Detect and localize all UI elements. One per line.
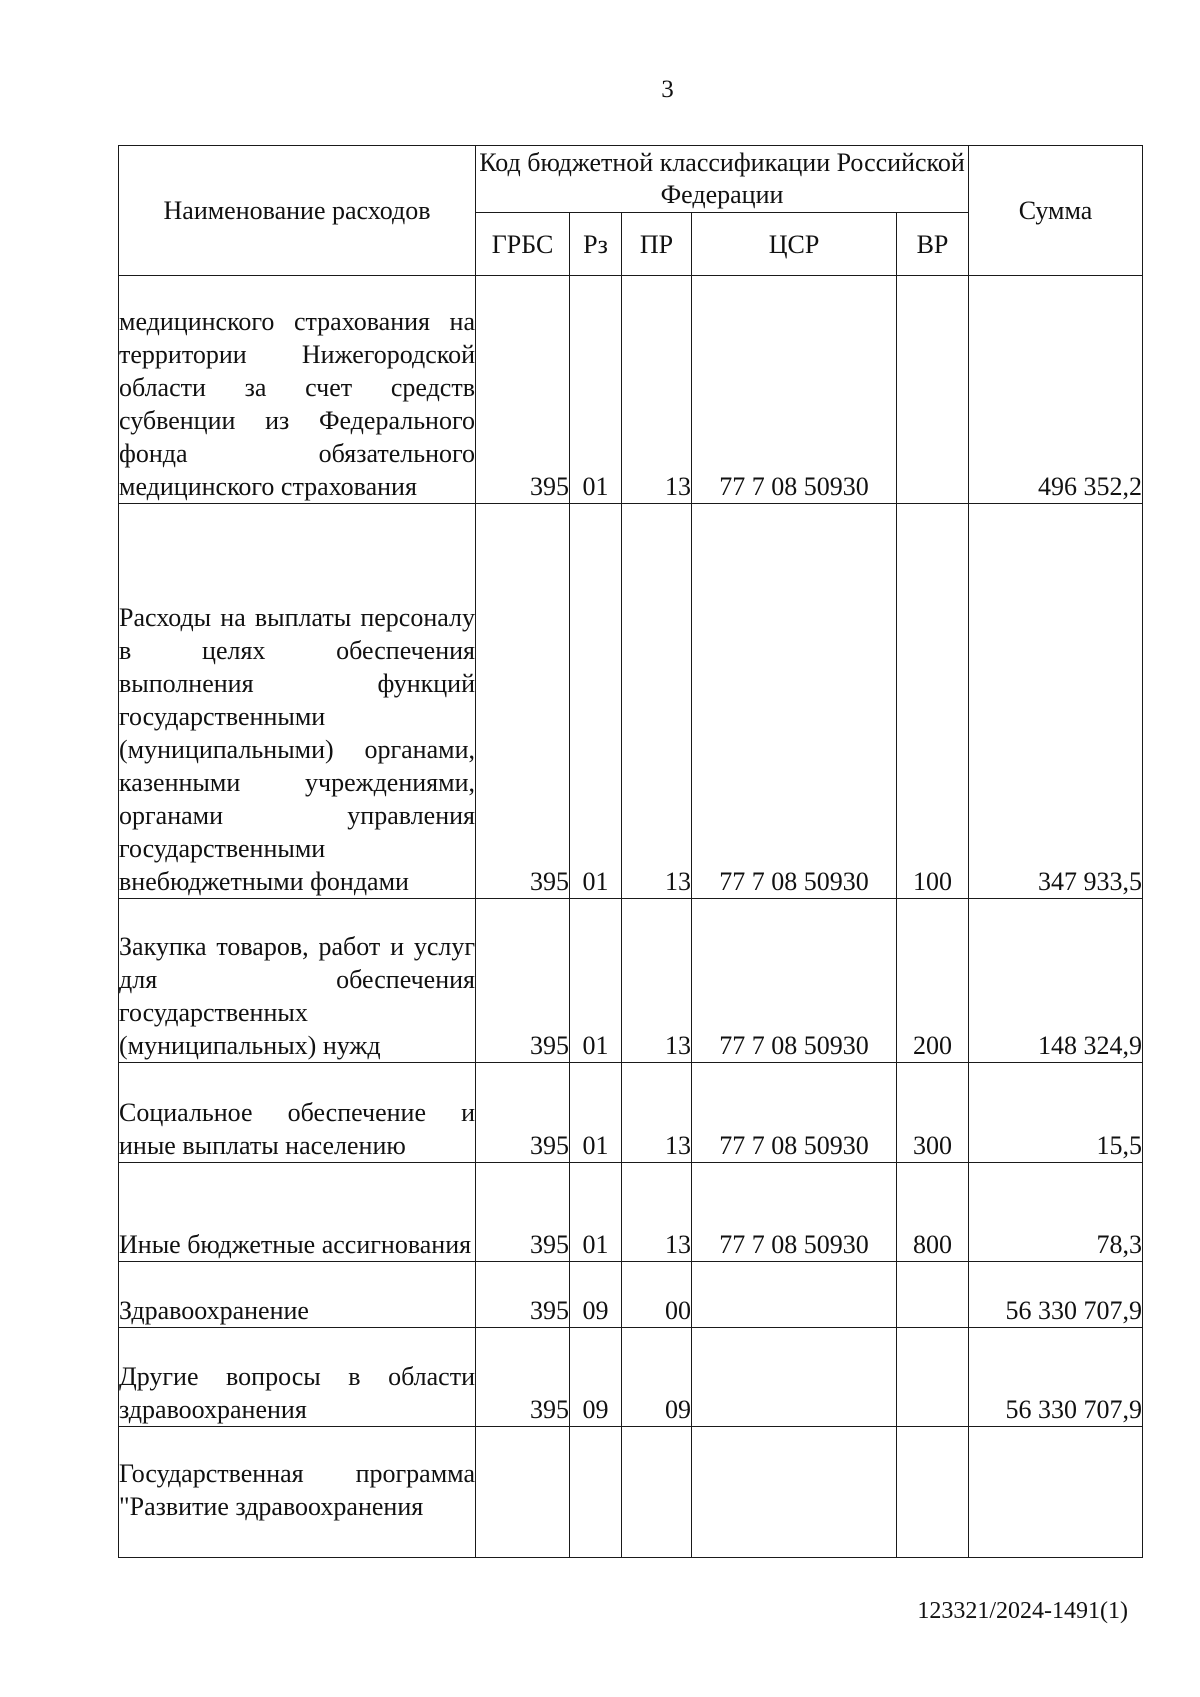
row-pr: 13 [622, 899, 692, 1063]
row-name: Другие вопросы в области здравоохранения [119, 1328, 476, 1427]
row-csr [692, 1262, 897, 1328]
table-row [119, 899, 1143, 1063]
row-vr [897, 1328, 969, 1427]
header-name: Наименование расходов [119, 146, 476, 276]
row-rz: 01 [570, 504, 622, 899]
budget-table [118, 145, 1143, 1558]
row-sum: 56 330 707,9 [969, 1328, 1143, 1427]
header-pr: ПР [622, 213, 692, 276]
table-body [119, 276, 1143, 1558]
row-vr: 200 [897, 899, 969, 1063]
row-rz: 09 [570, 1328, 622, 1427]
row-name: Закупка товаров, работ и услуг для обеспечения государственных (муниципальных) нужд [119, 899, 476, 1063]
row-rz: 01 [570, 276, 622, 504]
row-vr [897, 1262, 969, 1328]
row-vr [897, 276, 969, 504]
row-sum: 496 352,2 [969, 276, 1143, 504]
table-row [119, 1262, 1143, 1328]
row-name: Иные бюджетные ассигнования [119, 1163, 476, 1262]
row-sum: 78,3 [969, 1163, 1143, 1262]
row-name: Государственная программа "Развитие здравоохранения [119, 1427, 476, 1558]
row-vr [897, 1427, 969, 1558]
row-sum: 347 933,5 [969, 504, 1143, 899]
header-csr: ЦСР [692, 213, 897, 276]
header-rz: Рз [570, 213, 622, 276]
row-name: медицинского страхования на территории Нижегородской области за счет средств субвенции из Федерального фонда обязательного медицинского страхования [119, 276, 476, 504]
row-csr: 77 7 08 50930 [692, 1163, 897, 1262]
row-grbs: 395 [476, 1163, 570, 1262]
row-grbs: 395 [476, 1063, 570, 1163]
row-grbs: 395 [476, 1262, 570, 1328]
row-csr: 77 7 08 50930 [692, 899, 897, 1063]
table-row [119, 1063, 1143, 1163]
row-pr: 13 [622, 276, 692, 504]
row-grbs: 395 [476, 899, 570, 1063]
row-csr [692, 1328, 897, 1427]
table-row [119, 276, 1143, 504]
row-rz [570, 1427, 622, 1558]
row-sum [969, 1427, 1143, 1558]
table-row [119, 1163, 1143, 1262]
row-grbs [476, 1427, 570, 1558]
row-sum: 56 330 707,9 [969, 1262, 1143, 1328]
row-pr [622, 1427, 692, 1558]
row-pr: 00 [622, 1262, 692, 1328]
header-vr: ВР [897, 213, 969, 276]
row-sum: 15,5 [969, 1063, 1143, 1163]
row-pr: 13 [622, 1063, 692, 1163]
row-name: Здравоохранение [119, 1262, 476, 1328]
page-number: 3 [661, 76, 674, 103]
row-vr: 800 [897, 1163, 969, 1262]
row-vr: 300 [897, 1063, 969, 1163]
document-id: 123321/2024-1491(1) [917, 1598, 1128, 1624]
row-pr: 13 [622, 504, 692, 899]
header-grbs: ГРБС [476, 213, 570, 276]
row-grbs: 395 [476, 504, 570, 899]
row-pr: 13 [622, 1163, 692, 1262]
table-row [119, 1328, 1143, 1427]
row-pr: 09 [622, 1328, 692, 1427]
table-header [119, 146, 1143, 276]
row-csr [692, 1427, 897, 1558]
row-csr: 77 7 08 50930 [692, 504, 897, 899]
row-grbs: 395 [476, 1328, 570, 1427]
header-sum: Сумма [969, 146, 1143, 276]
row-rz: 09 [570, 1262, 622, 1328]
row-grbs: 395 [476, 276, 570, 504]
row-rz: 01 [570, 1163, 622, 1262]
row-name: Расходы на выплаты персоналу в целях обеспечения выполнения функций государственными (муниципальными) органами, казенными учреждениями, органами управления государственными внебюджетными фондами [119, 504, 476, 899]
header-code-group: Код бюджетной классификации Российской Федерации [476, 146, 969, 213]
row-sum: 148 324,9 [969, 899, 1143, 1063]
table-row [119, 1427, 1143, 1558]
row-rz: 01 [570, 1063, 622, 1163]
row-name: Социальное обеспечение и иные выплаты населению [119, 1063, 476, 1163]
table-row [119, 504, 1143, 899]
row-csr: 77 7 08 50930 [692, 276, 897, 504]
row-rz: 01 [570, 899, 622, 1063]
row-vr: 100 [897, 504, 969, 899]
row-csr: 77 7 08 50930 [692, 1063, 897, 1163]
